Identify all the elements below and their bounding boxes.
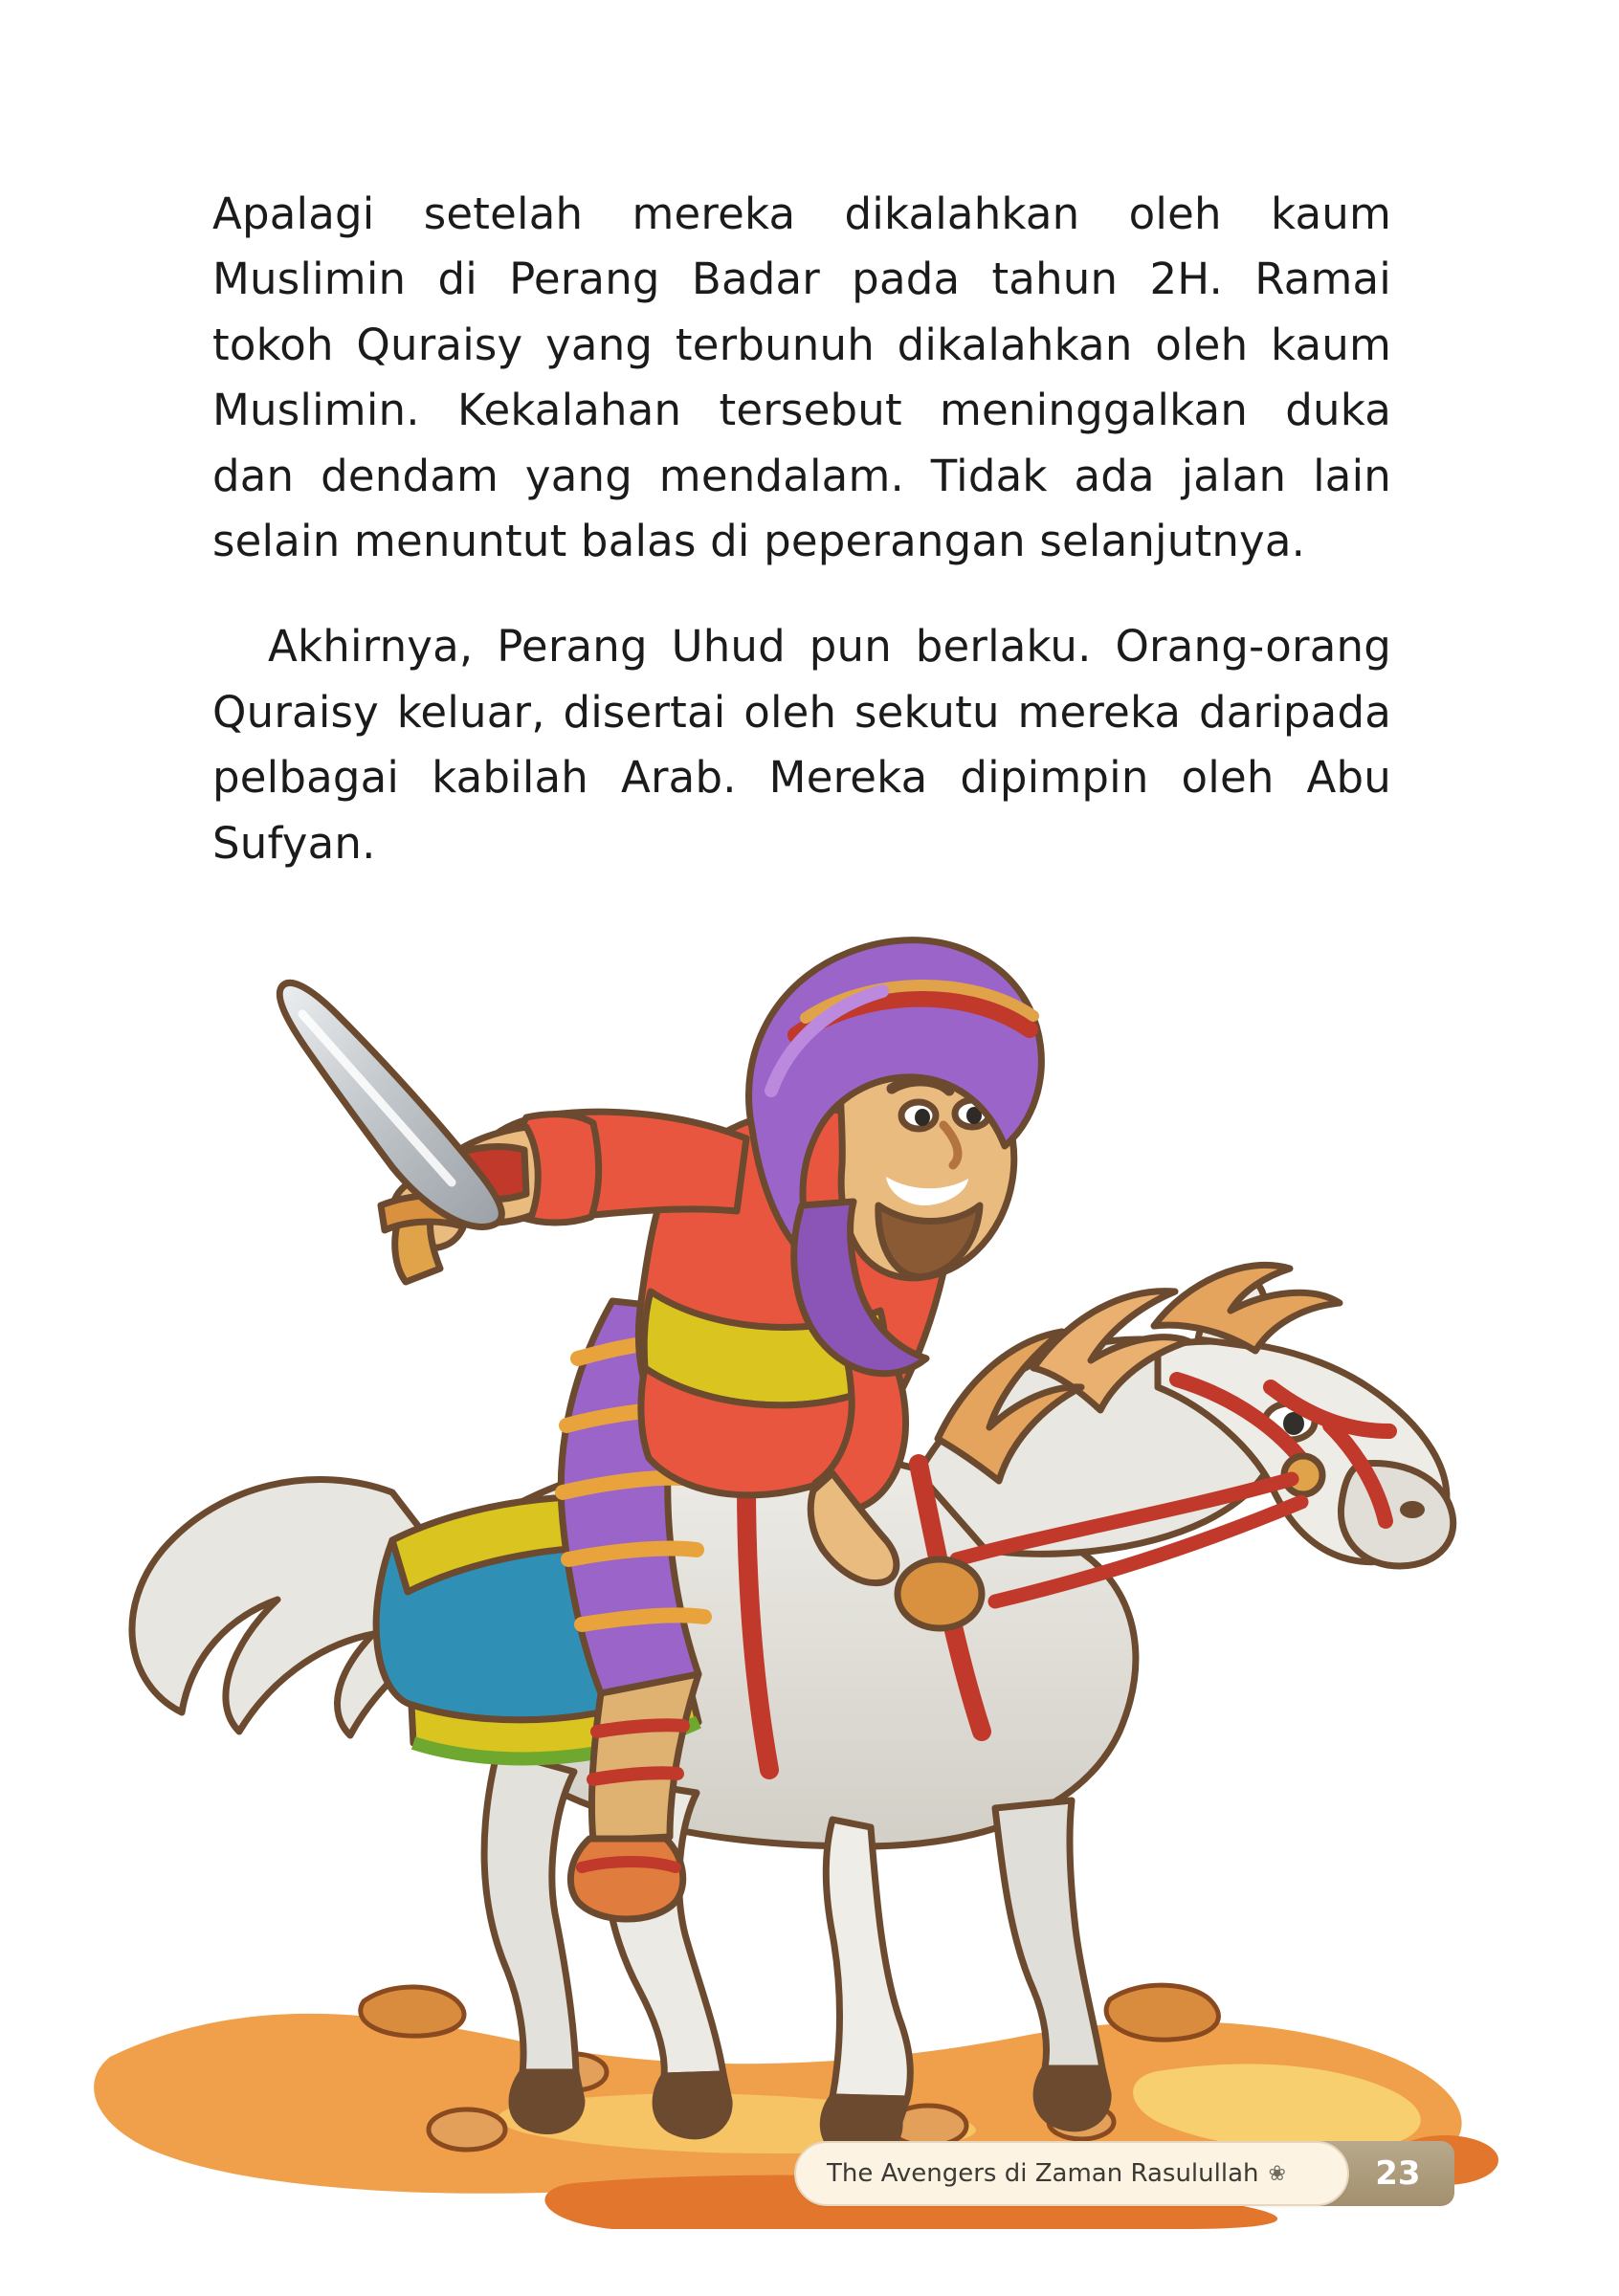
body-text <box>212 182 1391 876</box>
book-title: The Avengers di Zaman Rasulullah <box>827 2159 1259 2188</box>
paragraph-1: Apalagi setelah mereka dikalahkan oleh kaum Muslimin di Perang Badar pada tahun 2H. Ramai tokoh Quraisy yang terbunuh dikalahkan oleh kaum Muslimin. Kekalahan tersebut meninggalkan duka dan dendam yang mendalam. Tidak ada jalan lain selain menuntut balas di peperangan selanjutnya. <box>212 188 1391 566</box>
ornament-icon: ❀ <box>1268 2161 1286 2186</box>
illustration-warrior-on-horse <box>77 890 1550 2229</box>
page-footer <box>794 2141 1454 2206</box>
paragraph-2: Akhirnya, Perang Uhud pun berlaku. Orang-orang Quraisy keluar, disertai oleh sekutu mereka daripada pelbagai kabilah Arab. Mereka dipimpin oleh Abu Sufyan. <box>212 621 1391 869</box>
footer-title-pill <box>794 2141 1349 2206</box>
page-number: 23 <box>1375 2154 1421 2193</box>
